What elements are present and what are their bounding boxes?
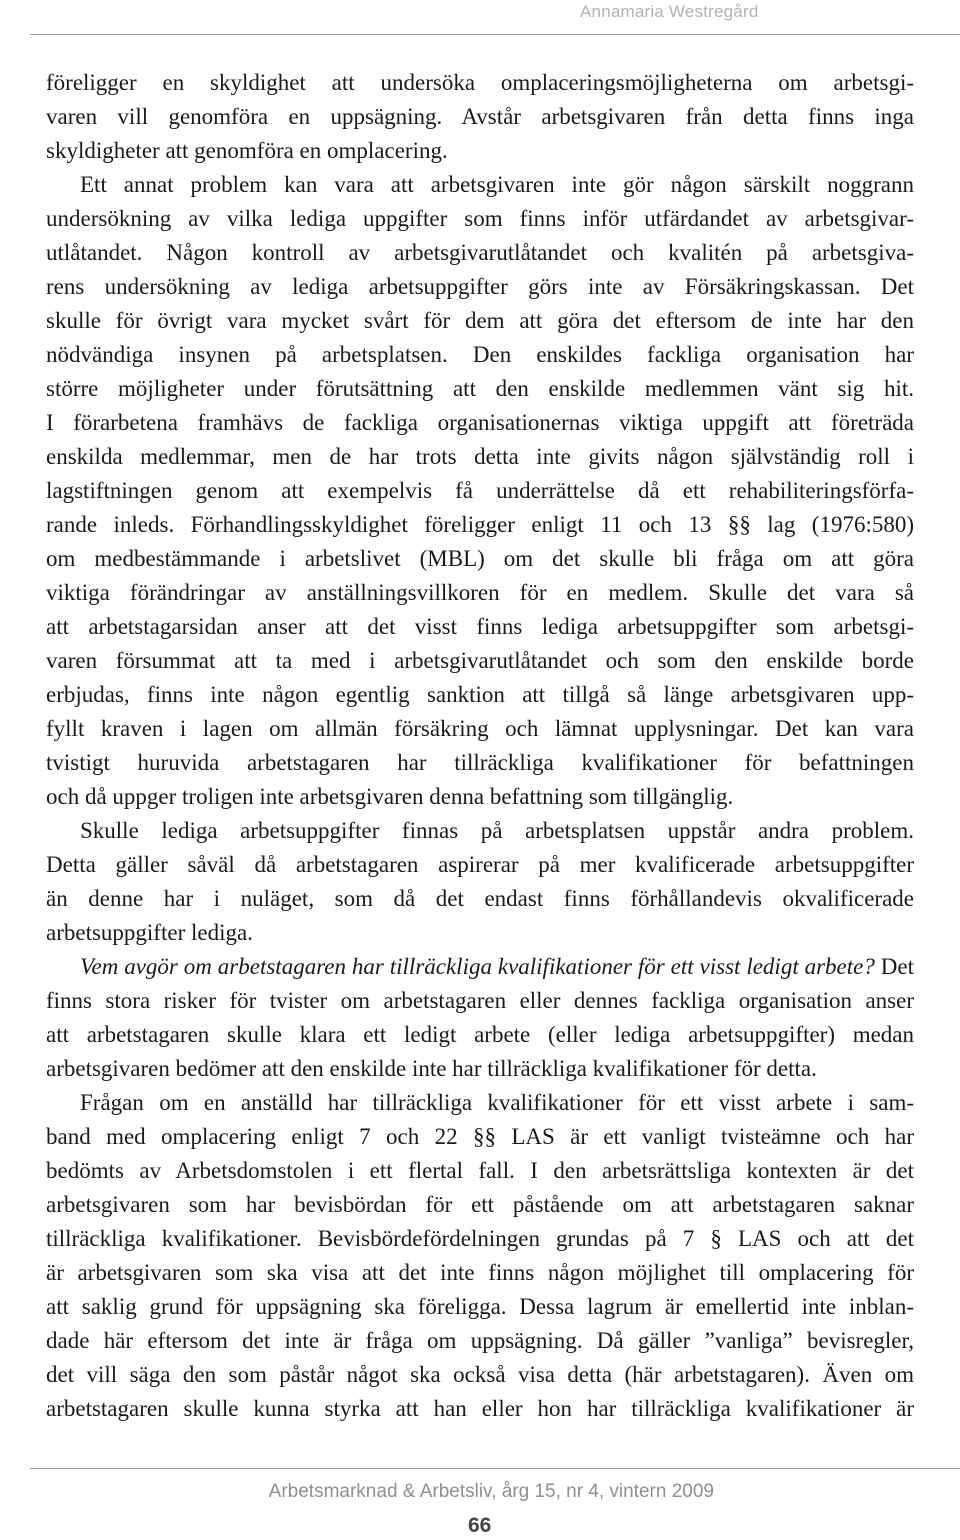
text-line [46,746,914,780]
line-text: fyllt kraven i lagen om allmän försäkring och lämnat upplysningar. Det kan vara [46,716,914,741]
text-line [46,916,914,950]
text-line [46,576,914,610]
journal-citation: Arbetsmarknad & Arbetsliv, årg 15, nr 4, vintern 2009 [268,1481,714,1502]
running-header-author: Annamaria Westregård [580,2,759,21]
italic-question: Vem avgör om arbetstagaren har tillräckliga kvalifikationer för ett visst ledigt arbete? [80,954,875,979]
line-text: tillräckliga kvalifikationer. Bevisbördefördelningen grundas på 7 § LAS och att det [46,1226,914,1251]
line-text: rens undersökning av lediga arbetsuppgifter görs inte av Försäkringskassan. Det [46,274,914,299]
text-line [46,1290,914,1324]
text-line [46,984,914,1018]
line-text: arbetstagaren skulle kunna styrka att han eller hon har tillräckliga kvalifikationer är [46,1396,914,1421]
text-line [46,304,914,338]
text-line [46,1358,914,1392]
text-line [46,1052,914,1086]
line-text: och då uppger troligen inte arbetsgivaren denna befattning som tillgänglig. [46,784,734,809]
line-text: än denne har i nuläget, som då det endast finns förhållandevis okvalificerade [46,886,914,911]
line-text: skyldigheter att genomföra en omplacering. [46,138,448,163]
line-text: det vill säga den som påstår något ska också visa detta (här arbetstagaren). Även om [46,1362,914,1387]
line-text: erbjudas, finns inte någon egentlig sanktion att tillgå så länge arbetsgivaren upp- [46,682,914,707]
text-line [46,1188,914,1222]
line-text: dade här eftersom det inte är fråga om uppsägning. Då gäller ”vanliga” bevisregler, [46,1328,914,1353]
line-text: varen vill genomföra en uppsägning. Avstår arbetsgivaren från detta finns inga [46,104,914,129]
text-line [46,950,914,984]
line-text: varen försummat att ta med i arbetsgivarutlåtandet och som den enskilde borde [46,648,914,673]
text-line [46,644,914,678]
article-body [46,66,914,1426]
text-line [46,508,914,542]
text-line [46,814,914,848]
text-line [46,780,914,814]
line-text: lagstiftningen genom att exempelvis få underrättelse då ett rehabiliteringsförfa- [46,478,914,503]
text-line [46,1324,914,1358]
line-text: Skulle lediga arbetsuppgifter finnas på arbetsplatsen uppstår andra problem. [80,818,914,843]
text-line [46,1120,914,1154]
text-line [46,236,914,270]
text-line [46,542,914,576]
line-text: att arbetstagaren skulle klara ett ledigt arbete (eller lediga arbetsuppgifter) medan [46,1022,914,1047]
line-text: viktiga förändringar av anställningsvillkoren för en medlem. Skulle det vara så [46,580,914,605]
text-line [46,1392,914,1426]
line-text: Ett annat problem kan vara att arbetsgivaren inte gör någon särskilt noggrann [80,172,914,197]
line-text: större möjligheter under förutsättning att den enskilde medlemmen vänt sig hit. [46,376,914,401]
line-text: Det [874,954,914,979]
line-text: utlåtandet. Någon kontroll av arbetsgivarutlåtandet och kvalitén på arbetsgiva- [46,240,914,265]
line-text: rande inleds. Förhandlingsskyldighet föreligger enligt 11 och 13 §§ lag (1976:580) [46,512,914,537]
page-number: 66 [468,1514,492,1537]
text-line [46,440,914,474]
line-text: föreligger en skyldighet att undersöka omplaceringsmöjligheterna om arbetsgi- [46,70,914,95]
footer-divider [30,1468,960,1469]
text-line [46,1256,914,1290]
header-divider [30,34,960,35]
line-text: band med omplacering enligt 7 och 22 §§ LAS är ett vanligt tvisteämne och har [46,1124,914,1149]
text-line [46,134,914,168]
line-text: undersökning av vilka lediga uppgifter som finns inför utfärdandet av arbetsgivar- [46,206,914,231]
line-text: arbetsuppgifter lediga. [46,920,253,945]
text-line [46,270,914,304]
line-text: Frågan om en anställd har tillräckliga kvalifikationer för ett visst arbete i sam- [80,1090,914,1115]
line-text: nödvändiga insynen på arbetsplatsen. Den enskildes fackliga organisation har [46,342,914,367]
line-text: om medbestämmande i arbetslivet (MBL) om det skulle bli fråga om att göra [46,546,914,571]
text-line [46,848,914,882]
text-line [46,406,914,440]
line-text: tvistigt huruvida arbetstagaren har tillräckliga kvalifikationer för befattningen [46,750,914,775]
text-line [46,1222,914,1256]
text-line [46,1154,914,1188]
line-text: I förarbetena framhävs de fackliga organisationernas viktiga uppgift att företräda [46,410,914,435]
text-line [46,610,914,644]
line-text: att arbetstagarsidan anser att det visst finns lediga arbetsuppgifter som arbetsgi- [46,614,914,639]
text-line [46,66,914,100]
line-text: arbetsgivaren som har bevisbördan för ett påstående om att arbetstagaren saknar [46,1192,914,1217]
line-text: arbetsgivaren bedömer att den enskilde inte har tillräckliga kvalifikationer för detta. [46,1056,817,1081]
line-text: skulle för övrigt vara mycket svårt för dem att göra det eftersom de inte har den [46,308,914,333]
line-text: är arbetsgivaren som ska visa att det inte finns någon möjlighet till omplacering för [46,1260,914,1285]
text-line [46,882,914,916]
text-line [46,474,914,508]
text-line [46,712,914,746]
text-line [46,168,914,202]
text-line [46,678,914,712]
line-text: att saklig grund för uppsägning ska föreligga. Dessa lagrum är emellertid inte inblan- [46,1294,914,1319]
text-line [46,1018,914,1052]
text-line [46,100,914,134]
line-text: finns stora risker för tvister om arbetstagaren eller dennes fackliga organisation anser [46,988,914,1013]
text-line [46,372,914,406]
line-text: Detta gäller såväl då arbetstagaren aspirerar på mer kvalificerade arbetsuppgifter [46,852,914,877]
text-line [46,202,914,236]
line-text: bedömts av Arbetsdomstolen i ett flertal fall. I den arbetsrättsliga kontexten är det [46,1158,914,1183]
text-line [46,338,914,372]
line-text: enskilda medlemmar, men de har trots detta inte givits någon självständig roll i [46,444,914,469]
text-line [46,1086,914,1120]
